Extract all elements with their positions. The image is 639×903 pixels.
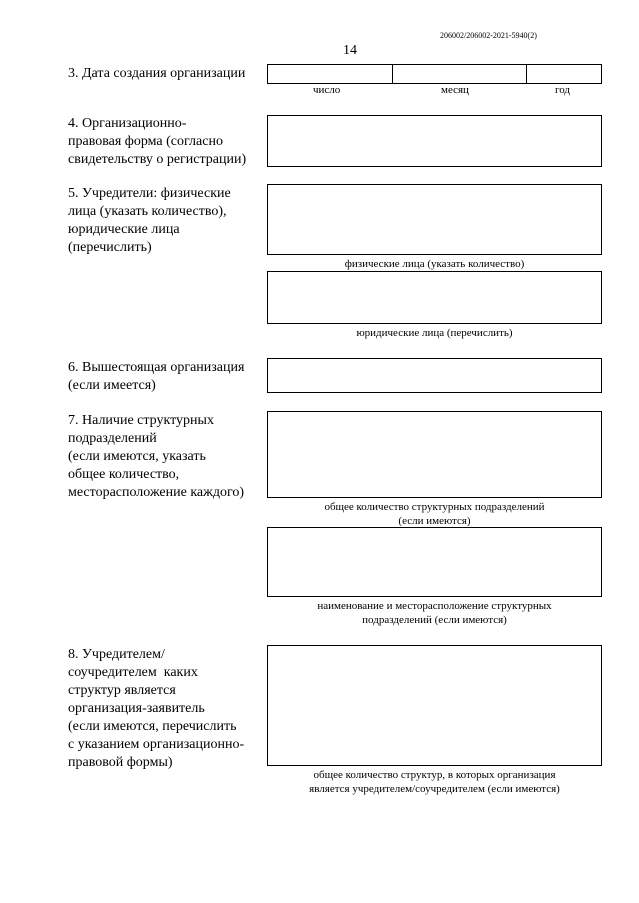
founded-structures-caption: общее количество структур, в которых организация является учредителем/соучредителем (если имеются) (309, 769, 560, 795)
section-3-label: 3. Дата создания организации (68, 66, 246, 81)
legal-founders-caption: юридические лица (перечислить) (356, 327, 513, 339)
individual-founders-caption: физические лица (указать количество) (344, 258, 525, 270)
subdivision-count-caption: общее количество структурных подразделений (если имеются) (324, 501, 545, 527)
legal-founders-field[interactable] (267, 271, 602, 324)
year-caption: год (555, 84, 571, 96)
individual-founders-field[interactable] (267, 184, 602, 255)
year-field[interactable] (527, 65, 601, 83)
subdivision-locations-caption: наименование и месторасположение структурных подразделений (если имеются) (317, 600, 552, 626)
section-7-label: 7. Наличие структурных подразделений (если имеются, указать общее количество, месторасположение каждого) (68, 413, 244, 500)
page-number: 14 (343, 43, 357, 58)
parent-organization-field[interactable] (267, 358, 602, 393)
day-caption: число (313, 84, 341, 96)
month-field[interactable] (393, 65, 527, 83)
section-6-label: 6. Вышестоящая организация (если имеется) (68, 360, 245, 393)
section-4-label: 4. Организационно- правовая форма (согласно свидетельству о регистрации) (68, 116, 247, 167)
day-field[interactable] (268, 65, 393, 83)
legal-form-field[interactable] (267, 115, 602, 167)
section-5-label: 5. Учредители: физические лица (указать количество), юридические лица (перечислить) (68, 186, 231, 255)
subdivision-locations-field[interactable] (267, 527, 602, 597)
document-id: 206002/206002-2021-5940(2) (440, 31, 537, 40)
founded-structures-field[interactable] (267, 645, 602, 766)
section-8-label: 8. Учредителем/ соучредителем каких структур является организация-заявитель (если имеются, перечислить с указанием организационно- правовой формы) (68, 647, 245, 770)
date-input-group (267, 64, 602, 84)
subdivision-count-field[interactable] (267, 411, 602, 498)
month-caption: месяц (441, 84, 469, 96)
